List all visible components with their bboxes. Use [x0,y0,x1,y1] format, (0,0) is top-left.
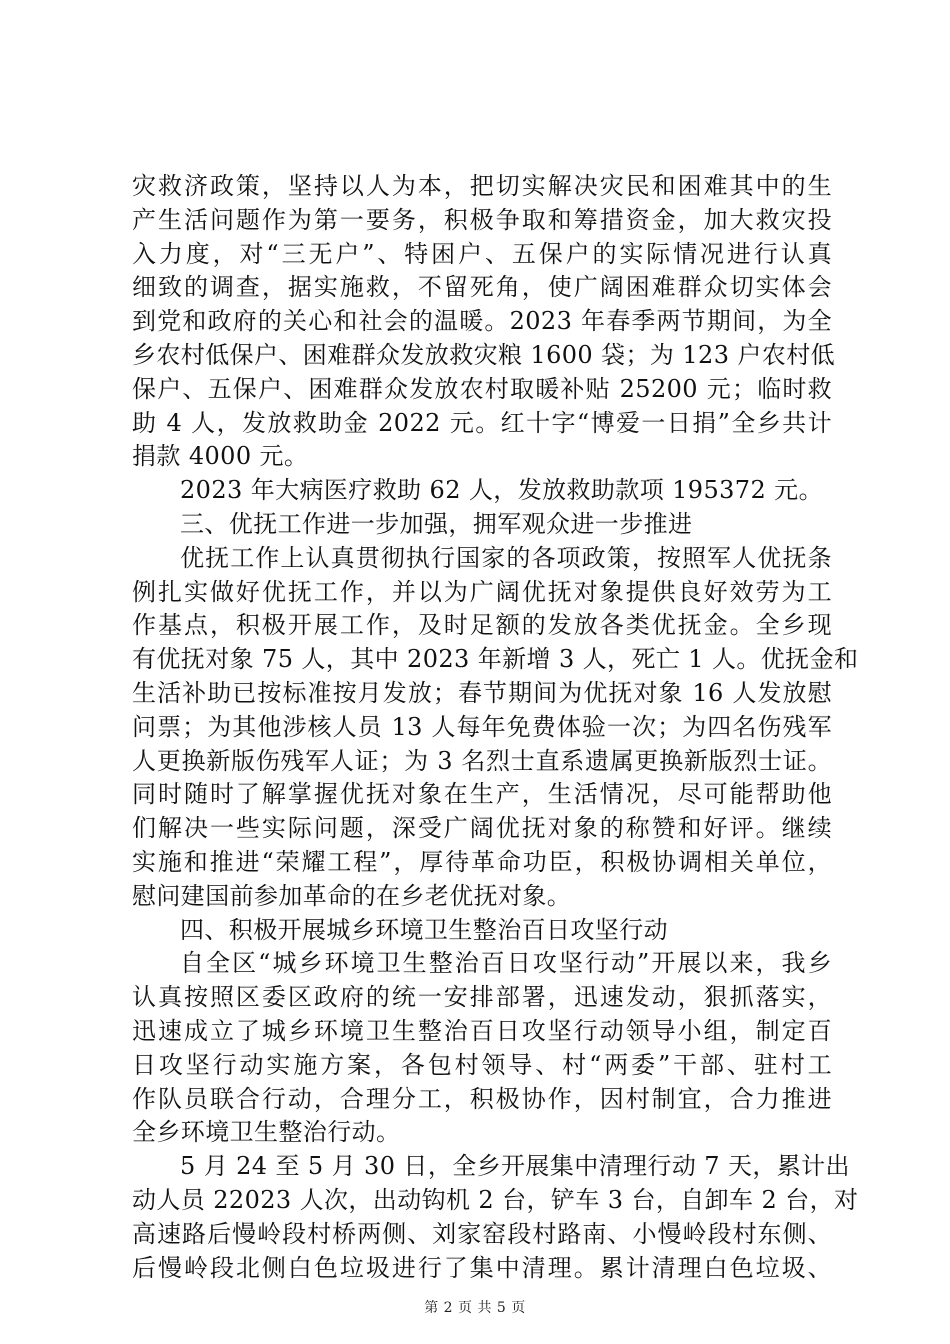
body-line-21: 实施和推进“荣耀工程”，厚待革命功臣，积极协调相关单位， [132,847,832,876]
section-heading-3: 三、优抚工作进一步加强，拥军观众进一步推进 [180,509,693,538]
body-line-3: 入力度，对“三无户”、特困户、五保户的实际情况进行认真 [132,239,832,268]
body-line-7: 保户、五保户、困难群众发放农村取暖补贴 25200 元；临时救 [132,374,832,403]
body-line-22: 慰问建国前参加革命的在乡老优抚对象。 [132,881,572,910]
body-line-4: 细致的调查，据实施救，不留死角，使广阔困难群众切实体会 [132,273,832,302]
body-line-26: 迅速成立了城乡环境卫生整治百日攻坚行动领导小组，制定百 [132,1016,832,1045]
section-heading-4: 四、积极开展城乡环境卫生整治百日攻坚行动 [180,915,668,944]
body-line-18: 人更换新版伤残军人证；为 3 名烈士直系遗属更换新版烈士证。 [132,746,832,775]
document-body [132,170,859,1285]
body-line-24: 自全区“城乡环境卫生整治百日攻坚行动”开展以来，我乡 [180,949,832,978]
body-line-25: 认真按照区委区政府的统一安排部署，迅速发动，狠抓落实， [132,983,832,1012]
body-line-30: 5 月 24 至 5 月 30 日，全乡开展集中清理行动 7 天，累计出 [180,1152,850,1181]
body-line-6: 乡农村低保户、困难群众发放救灾粮 1600 袋；为 123 户农村低 [132,340,836,369]
body-line-33: 后慢岭段北侧白色垃圾进行了集中清理。累计清理白色垃圾、 [132,1253,832,1282]
body-line-31: 动人员 22023 人次，出动钩机 2 台，铲车 3 台，自卸车 2 台，对 [132,1185,859,1214]
body-line-15: 有优抚对象 75 人，其中 2023 年新增 3 人，死亡 1 人。优抚金和 [132,645,859,674]
body-line-8: 助 4 人，发放救助金 2022 元。红十字“博爱一日捐”全乡共计 [132,408,832,437]
body-line-14: 作基点，积极开展工作，及时足额的发放各类优抚金。全乡现 [132,611,832,640]
body-line-10: 2023 年大病医疗救助 62 人，发放救助款项 195372 元。 [180,476,823,505]
body-line-28: 作队员联合行动，合理分工，积极协作，因村制宜，合力推进 [132,1084,832,1113]
body-line-13: 例扎实做好优抚工作，并以为广阔优抚对象提供良好效劳为工 [132,577,832,606]
body-line-16: 生活补助已按标准按月发放；春节期间为优抚对象 16 人发放慰 [132,678,832,707]
body-line-12: 优抚工作上认真贯彻执行国家的各项政策，按照军人优抚条 [180,543,832,572]
body-line-27: 日攻坚行动实施方案，各包村领导、村“两委”干部、驻村工 [132,1050,832,1079]
body-line-29: 全乡环境卫生整治行动。 [132,1118,401,1147]
page-number-footer: 第 2 页 共 5 页 [424,1300,526,1316]
body-line-5: 到党和政府的关心和社会的温暖。2023 年春季两节期间，为全 [132,307,832,336]
body-line-2: 产生活问题作为第一要务，积极争取和筹措资金，加大救灾投 [132,205,832,234]
body-line-32: 高速路后慢岭段村桥两侧、刘家窑段村路南、小慢岭段村东侧、 [132,1219,832,1248]
body-line-1: 灾救济政策，坚持以人为本，把切实解决灾民和困难其中的生 [132,172,832,200]
body-line-17: 问票；为其他涉核人员 13 人每年免费体验一次；为四名伤残军 [132,712,832,741]
body-line-9: 捐款 4000 元。 [132,442,309,471]
body-line-19: 同时随时了解掌握优抚对象在生产，生活情况，尽可能帮助他 [132,780,832,809]
body-line-20: 们解决一些实际问题，深受广阔优抚对象的称赞和好评。继续 [132,814,832,843]
